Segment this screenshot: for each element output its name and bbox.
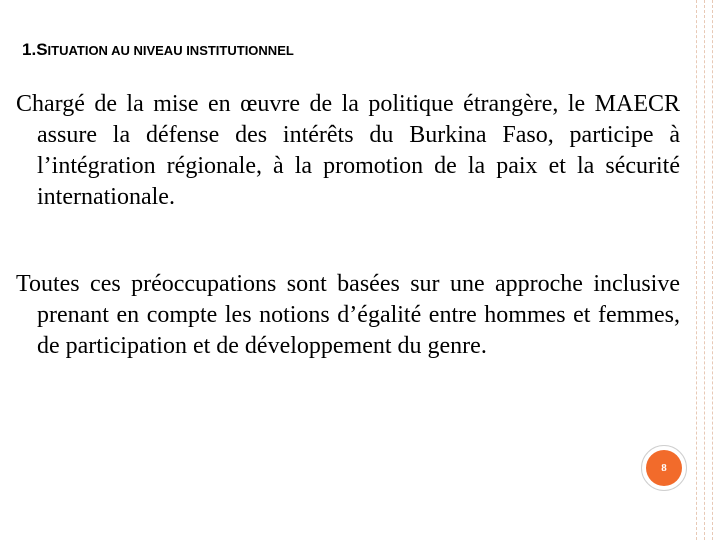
title-initial: S (36, 40, 48, 59)
decorative-rail-line (712, 0, 713, 540)
decorative-rail-line (696, 0, 697, 540)
title-rest: ITUATION AU NIVEAU INSTITUTIONNEL (47, 43, 294, 58)
title-number: 1. (22, 40, 37, 59)
decorative-rail-line (704, 0, 705, 540)
slide-number: 8 (646, 450, 682, 486)
slide-title (22, 40, 294, 60)
slide-number-badge (641, 445, 687, 491)
paragraph-inclusive-approach: Toutes ces préoccupations sont basées sur une approche inclusive prenant en compte les notions d’égalité entre hommes et femmes, de participation et de développement du genre. (16, 271, 680, 359)
paragraph-mandate: Chargé de la mise en œuvre de la politique étrangère, le MAECR assure la défense des intérêts du Burkina Faso, participe à l’intégration régionale, à la promotion de la paix et la sécurité internationale. (16, 91, 680, 210)
